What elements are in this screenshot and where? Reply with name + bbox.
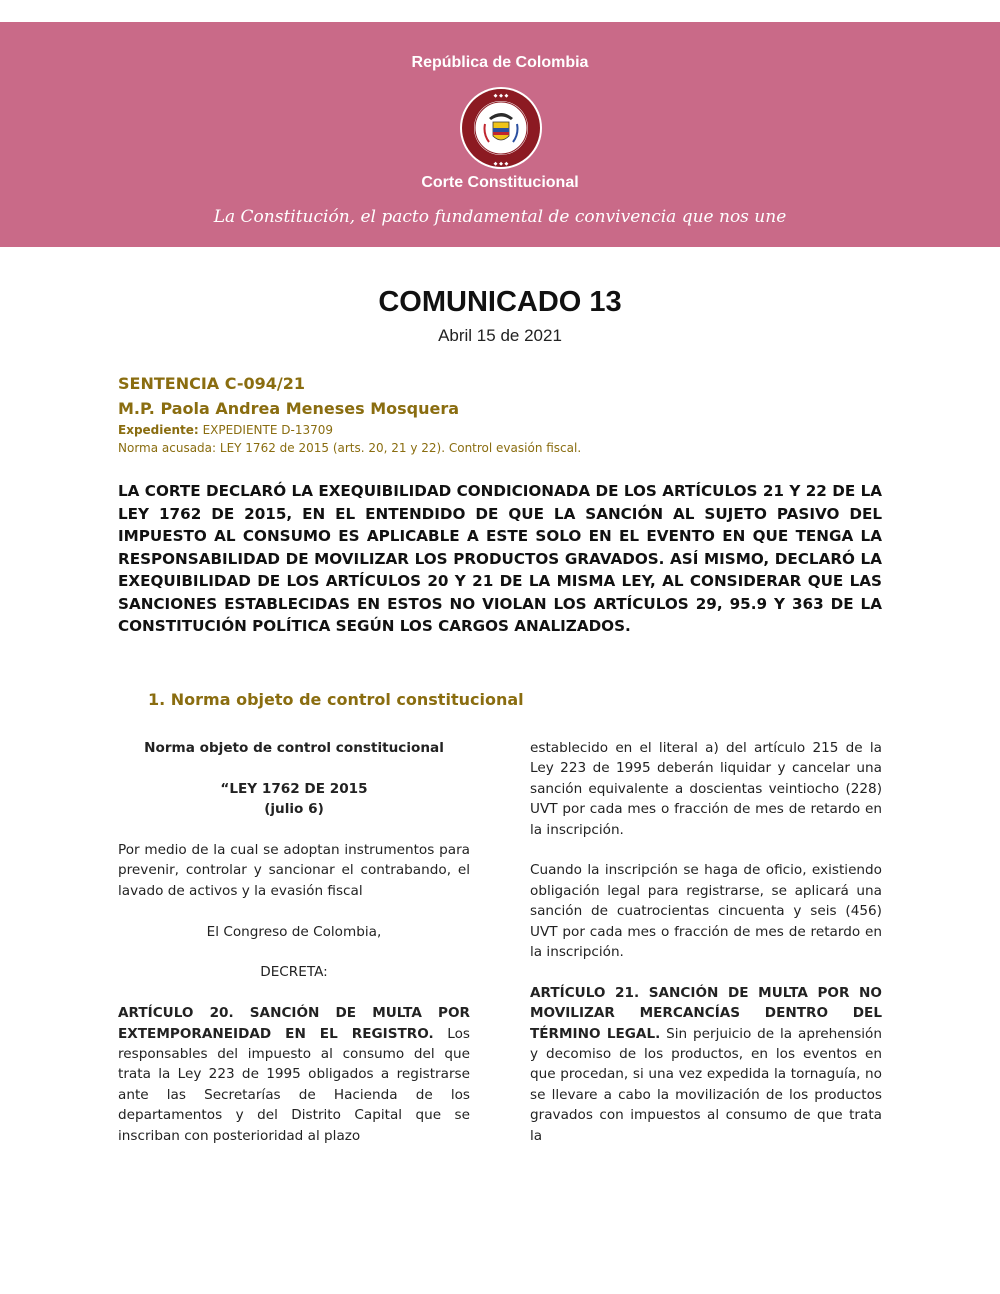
court-name: Corte Constitucional [421,174,579,191]
country-name: República de Colombia [411,54,589,71]
norma-acusada: Norma acusada: LEY 1762 de 2015 (arts. 20, 21 y 22). Control evasión fiscal. [118,441,582,455]
law-title: “LEY 1762 DE 2015 [220,780,368,797]
article-21-title: ARTÍCULO 21. SANCIÓN DE MULTA POR NO MOVILIZAR MERCANCÍAS DENTRO DEL TÉRMINO LEGAL. [530,984,882,1042]
left-column [118,738,470,1146]
article-20-text: Los responsables del impuesto al consumo del que trata la Ley 223 de 1995 obligados a registrarse ante las Secretarías de Hacienda de los departamentos y del Distrito Capital que se inscriban con posterioridad al plazo [118,1025,470,1144]
expediente-line [118,423,333,437]
article-21-text: Sin perjuicio de la aprehensión y decomiso de los productos, en los eventos en que procedan, si una vez expedida la tornaguía, no se llevare a cabo la movilización de los productos gravados con impuestos al consumo de que trata la [530,1025,882,1144]
court-seal-icon [459,86,543,170]
section-heading: 1. Norma objeto de control constitucional [148,690,524,709]
left-column-heading: Norma objeto de control constitucional [144,740,444,756]
svg-text:◆ ◆ ◆: ◆ ◆ ◆ [493,93,509,99]
law-preamble: Por medio de la cual se adoptan instrumentos para prevenir, controlar y sancionar el contrabando, el lavado de activos y la evasión fiscal [118,842,470,899]
court-motto: La Constitución, el pacto fundamental de convivencia que nos une [213,207,787,227]
right-column [530,738,882,1146]
law-date: (julio 6) [264,801,324,818]
expediente-value: EXPEDIENTE D-13709 [202,423,333,437]
article-21 [530,983,882,1146]
article-20-title: ARTÍCULO 20. SANCIÓN DE MULTA POR EXTEMPORANEIDAD EN EL REGISTRO. [118,1005,470,1042]
article-20-continuation: establecido en el literal a) del artículo 215 de la Ley 223 de 1995 deberán liquidar y cancelar una sanción equivalente a doscientas veintiocho (228) UVT por cada mes o fracción de mes de retardo en la inscripción. [530,740,882,838]
page-title: COMUNICADO 13 [378,286,622,318]
article-20 [118,1003,470,1146]
congress-line: El Congreso de Colombia, [206,923,382,940]
magistrado-ponente: M.P. Paola Andrea Meneses Mosquera [118,399,460,418]
sentencia-number: SENTENCIA C-094/21 [118,374,305,393]
expediente-label: Expediente: [118,423,199,437]
communique-date: Abril 15 de 2021 [438,326,562,345]
decreta-line: DECRETA: [260,964,328,981]
decision-summary: LA CORTE DECLARÓ LA EXEQUIBILIDAD CONDICIONADA DE LOS ARTÍCULOS 21 Y 22 DE LA LEY 1762 DE 2015, EN EL ENTENDIDO DE QUE LA SANCIÓN AL SUJETO PASIVO DEL IMPUESTO AL CONSUMO ES APLICABLE A ESTE SOLO EN EL EVENTO EN QUE TENGA LA RESPONSABILIDAD DE MOVILIZAR LOS PRODUCTOS GRAVADOS. ASÍ MISMO, DECLARÓ LA EXEQUIBILIDAD DE LOS ARTÍCULOS 20 Y 21 DE LA MISMA LEY, AL CONSIDERAR QUE LAS SANCIONES ESTABLECIDAS EN ESTOS NO VIOLAN LOS ARTÍCULOS 29, 95.9 Y 363 DE LA CONSTITUCIÓN POLÍTICA SEGÚN LOS CARGOS ANALIZADOS. [118,482,882,635]
svg-text:◆ ◆ ◆: ◆ ◆ ◆ [493,161,509,167]
header-banner [0,22,1000,247]
article-20-paragraph-2: Cuando la inscripción se haga de oficio, existiendo obligación legal para registrarse, se aplicará una sanción de cuatrocientas cincuenta y seis (456) UVT por cada mes o fracción de mes de retardo en la inscripción. [530,862,882,961]
